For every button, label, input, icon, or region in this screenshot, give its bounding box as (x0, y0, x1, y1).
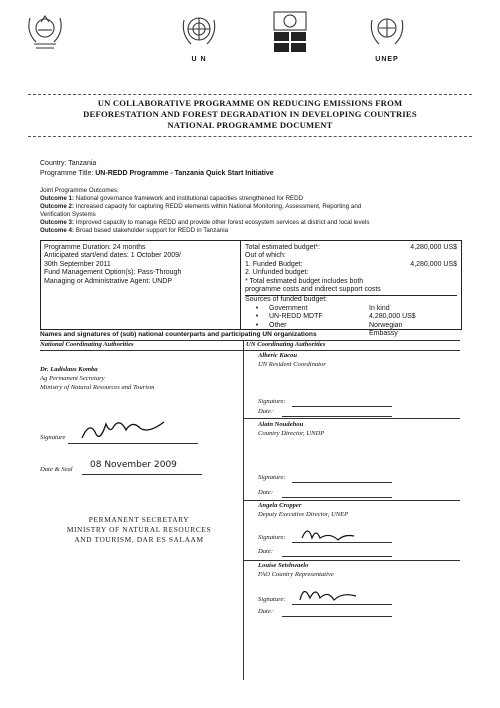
outcome-4: Outcome 4: Broad based stakeholder support for REDD in Tanzania (40, 227, 229, 234)
un-signatory-4-date-label: Date: (258, 608, 274, 615)
un-signatory-4-signature-icon (296, 584, 360, 604)
title-rule-bottom (28, 136, 472, 137)
un-emblem-icon (176, 8, 222, 54)
un-logo-caption: U N (191, 56, 207, 63)
unfunded-budget-label: 2. Unfunded budget: (245, 269, 309, 277)
un-signatory-1-date-label: Date: (258, 408, 274, 415)
national-date-value: 08 November 2009 (90, 460, 177, 470)
source-row: • Other Norwegian (255, 321, 403, 329)
document-title (40, 98, 460, 131)
un-authorities-title: UN Coordinating Authorities (246, 341, 326, 348)
undp-logo-icon (270, 8, 310, 54)
budget-note-1: * Total estimated budget includes both (245, 277, 364, 285)
table-right-column (245, 244, 457, 338)
outcome-2: Outcome 2: Increased capacity for capturing REDD elements within National Monitoring, Assessment, Reporting and (40, 203, 362, 210)
national-signatory-position: Ag Permanent Secretary (40, 375, 105, 382)
un-signatory-2-name: Alain Noudehou (258, 421, 304, 428)
national-signatory-ministry: Ministry of Natural Resources and Tourism (40, 384, 155, 391)
title-line-2: DEFORESTATION AND FOREST DEGRADATION IN DEVELOPING COUNTRIES (83, 109, 417, 119)
un-signatory-3-date-label: Date: (258, 548, 274, 555)
title-line-3: NATIONAL PROGRAMME DOCUMENT (167, 120, 333, 130)
sources-heading: Sources of funded budget: (245, 296, 328, 304)
un-signatory-3-role: Deputy Executive Director, UNEP (258, 511, 349, 518)
programme-title-line (40, 170, 274, 177)
national-signatory-name: Dr. Ladislaus Komba (40, 366, 98, 373)
funded-budget-value: 4,280,000 US$ (410, 260, 457, 268)
un-signatory-1-role: UN Resident Coordinator (258, 361, 326, 368)
total-budget-value: 4,280,000 US$ (410, 244, 457, 251)
signatures-heading: Names and signatures of (sub) national counterparts and participating UN organizations (40, 331, 317, 338)
outcome-1: Outcome 1: National governance framework and institutional capacities strengthened for REDD (40, 195, 304, 202)
unep-caption: UNEP (375, 56, 399, 63)
outcomes-heading: Joint Programme Outcomes: (40, 187, 119, 194)
total-budget-label: Total estimated budget*: (245, 244, 321, 251)
un-signatory-2-date-label: Date: (258, 489, 274, 496)
ministry-stamp: PERMANENT SECRETARY MINISTRY OF NATURAL RESOURCES AND TOURISM, DAR ES SALAAM (66, 515, 212, 544)
national-signature-icon (78, 418, 168, 444)
unep-logo-icon (364, 8, 410, 54)
un-signatory-2-role: Country Director, UNDP (258, 430, 325, 437)
country-line: Country: Tanzania (40, 160, 97, 167)
un-signatory-4-role: FAO Country Representative (258, 571, 334, 578)
source-extra: Embassy (369, 330, 398, 338)
national-signature-label: Signature (40, 434, 66, 441)
title-line-1: UN COLLABORATIVE PROGRAMME ON REDUCING EMISSIONS FROM (97, 98, 403, 108)
source-row: • UN-REDD MDTF 4,280,000 US$ (255, 313, 416, 321)
tanzania-coat-of-arms-icon (22, 8, 68, 54)
national-authorities-title: National Coordinating Authorities (40, 341, 134, 348)
un-signatory-1-name: Alberic Kacou (258, 352, 298, 359)
un-signatory-2-signature-label: Signature: (258, 474, 286, 481)
national-date-label: Date & Seal (40, 466, 73, 473)
un-signatory-3-signature-icon (298, 524, 358, 542)
programme-title-value: UN-REDD Programme - Tanzania Quick Start Initiative (95, 170, 274, 177)
table-left-column: Programme Duration: 24 months Anticipated start/end dates: 1 October 2009/ 30th September 2011 Fund Management Option(s): Pass-Through Managing or Administrative Agent: UNDP (44, 244, 182, 285)
budget-note-2: programme costs and indirect support costs (245, 286, 457, 296)
un-signatory-4-name: Louise Setshwaelo (258, 562, 309, 569)
source-row: • Government In kind (255, 304, 390, 312)
outcome-3: Outcome 3: Improved capacity to manage REDD and provide other forest ecosystem services at district and local levels (40, 219, 370, 226)
un-signatory-3-signature-label: Signature: (258, 534, 286, 541)
title-rule-top (28, 94, 472, 95)
un-signatory-3-name: Angela Cropper (258, 502, 302, 509)
programme-title-label: Programme Title: (40, 170, 96, 177)
out-of-which: Out of which: (245, 252, 286, 260)
un-signatory-1-signature-label: Signature: (258, 398, 286, 405)
un-signatory-4-signature-label: Signature: (258, 596, 286, 603)
funded-budget-label: 1. Funded Budget: (245, 260, 303, 268)
outcome-2-cont: Verification Systems (40, 211, 96, 218)
